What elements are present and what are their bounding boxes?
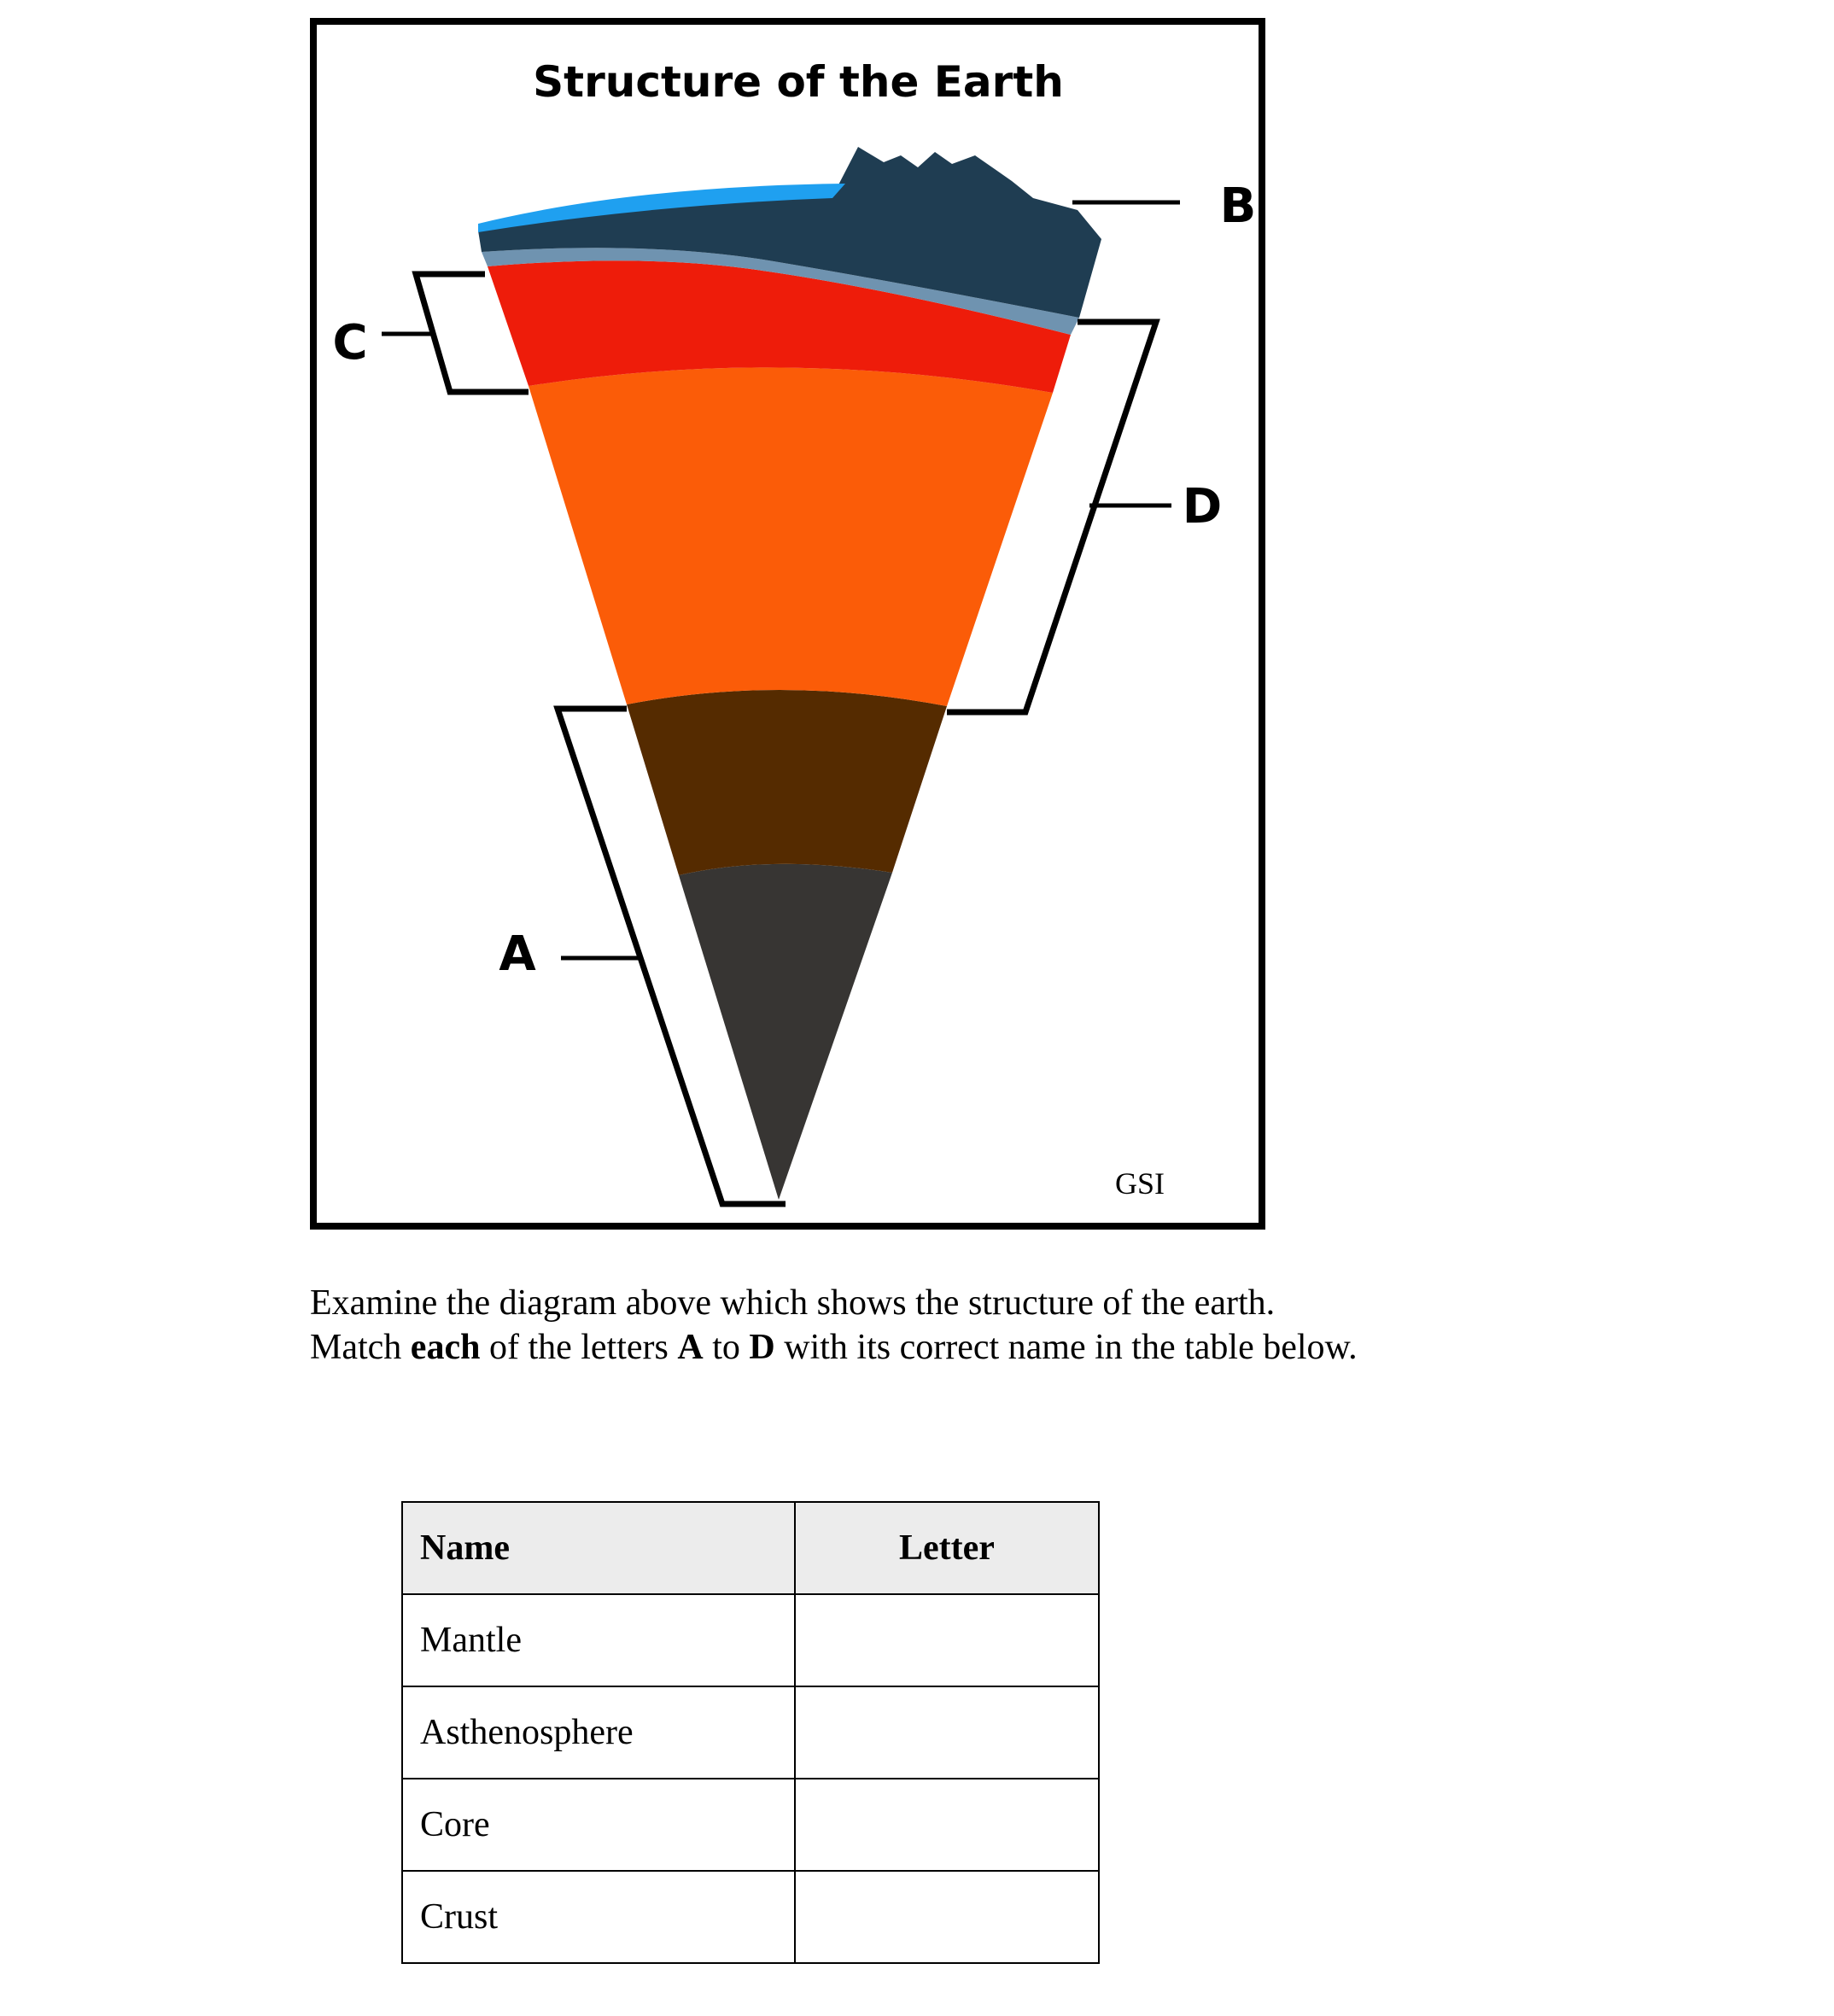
- row-name-cell: Asthenosphere: [402, 1686, 795, 1779]
- label-b: B: [1219, 178, 1257, 234]
- row-letter-cell[interactable]: [795, 1779, 1099, 1871]
- instruction-line-1: Examine the diagram above which shows the structure of the earth.: [310, 1283, 1276, 1323]
- image-credit: GSI: [1114, 1166, 1165, 1201]
- header-letter: Letter: [795, 1502, 1099, 1594]
- row-letter-cell[interactable]: [795, 1686, 1099, 1779]
- table-row: [402, 1779, 1099, 1871]
- diagram-title: Structure of the Earth: [533, 57, 1064, 107]
- row-name-cell: Crust: [402, 1871, 795, 1963]
- label-a: A: [499, 926, 536, 982]
- table-row: [402, 1871, 1099, 1963]
- table-header-row: [402, 1502, 1099, 1594]
- answer-table: [401, 1501, 1100, 1964]
- inner-core-layer: [679, 864, 892, 1200]
- header-name: Name: [402, 1502, 795, 1594]
- instruction-line-2: Match each of the letters A to D with its correct name in the table below.: [310, 1328, 1358, 1367]
- mantle-layer: [529, 367, 1053, 706]
- row-name-cell: Mantle: [402, 1594, 795, 1686]
- label-d: D: [1182, 479, 1223, 535]
- row-letter-cell[interactable]: [795, 1594, 1099, 1686]
- table-row: [402, 1594, 1099, 1686]
- row-name-cell: Core: [402, 1779, 795, 1871]
- row-letter-cell[interactable]: [795, 1871, 1099, 1963]
- label-c: C: [332, 315, 368, 371]
- instructions: [310, 1281, 1804, 1370]
- table-row: [402, 1686, 1099, 1779]
- outer-core-layer: [627, 690, 947, 875]
